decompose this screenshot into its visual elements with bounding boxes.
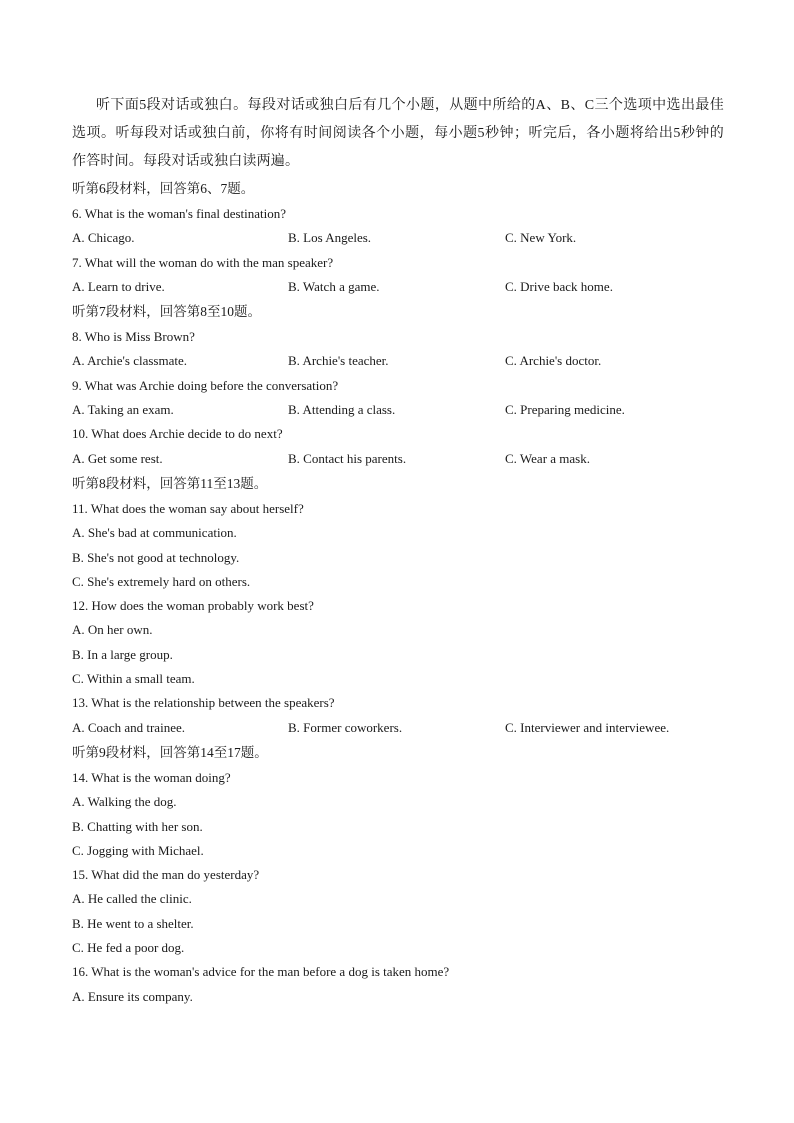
q12-option-b: B. In a large group. (72, 646, 173, 662)
section-header-6: 听第6段材料，回答第6、7题。 (72, 181, 255, 196)
question-16: 16. What is the woman's advice for the man before a dog is taken home? (72, 964, 450, 980)
options-row-10 (72, 447, 724, 471)
question-11: 11. What does the woman say about herself? (72, 500, 304, 516)
options-row-6 (72, 226, 724, 250)
question-6: 6. What is the woman's final destination? (72, 206, 287, 221)
q11-option-c: C. She's extremely hard on others. (72, 573, 251, 589)
q6-option-b: B. Los Angeles. (288, 230, 372, 246)
exam-page (72, 92, 724, 1009)
q7-option-a: A. Learn to drive. (72, 278, 165, 294)
q11-option-a: A. She's bad at communication. (72, 525, 237, 541)
q14-option-c: C. Jogging with Michael. (72, 842, 204, 858)
q9-option-b: B. Attending a class. (288, 402, 396, 418)
q9-option-a: A. Taking an exam. (72, 402, 174, 418)
q10-option-b: B. Contact his parents. (288, 450, 407, 466)
q12-option-a: A. On her own. (72, 622, 153, 638)
question-13: 13. What is the relationship between the speakers? (72, 695, 335, 711)
q13-option-b: B. Former coworkers. (288, 719, 403, 735)
q8-option-c: C. Archie's doctor. (505, 353, 602, 369)
q9-option-c: C. Preparing medicine. (505, 402, 625, 418)
q10-option-c: C. Wear a mask. (505, 450, 590, 466)
options-row-9 (72, 398, 724, 422)
question-14: 14. What is the woman doing? (72, 769, 231, 785)
q15-option-b: B. He went to a shelter. (72, 915, 194, 931)
q16-option-a: A. Ensure its company. (72, 988, 193, 1004)
q14-option-a: A. Walking the dog. (72, 794, 177, 810)
section-header-8: 听第8段材料，回答第11至13题。 (72, 475, 268, 491)
q13-option-a: A. Coach and trainee. (72, 719, 185, 735)
question-7: 7. What will the woman do with the man speaker? (72, 254, 334, 270)
question-12: 12. How does the woman probably work best? (72, 598, 314, 614)
options-row-7 (72, 275, 724, 299)
q7-option-c: C. Drive back home. (505, 278, 613, 294)
q6-option-c: C. New York. (505, 230, 577, 246)
question-10: 10. What does Archie decide to do next? (72, 426, 283, 442)
question-9: 9. What was Archie doing before the conversation? (72, 377, 339, 393)
q11-option-b: B. She's not good at technology. (72, 549, 240, 565)
q15-option-c: C. He fed a poor dog. (72, 940, 185, 956)
options-row-13 (72, 716, 724, 740)
q10-option-a: A. Get some rest. (72, 450, 163, 466)
q8-option-b: B. Archie's teacher. (288, 353, 389, 369)
q15-option-a: A. He called the clinic. (72, 891, 192, 907)
section-header-7: 听第7段材料，回答第8至10题。 (72, 304, 261, 320)
q6-option-a: A. Chicago. (72, 230, 135, 246)
q13-option-c: C. Interviewer and interviewee. (505, 719, 670, 735)
question-8: 8. Who is Miss Brown? (72, 329, 195, 345)
q8-option-a: A. Archie's classmate. (72, 353, 187, 369)
instructions-paragraph: 听下面5段对话或独白。每段对话或独白后有几个小题，从题中所给的A、B、C三个选项中选出最佳选项。听每段对话或独白前，你将有时间阅读各个小题，每小题5秒钟；听完后，各小题将给出5秒钟的作答时间。每段对话或独白读两遍。 (72, 98, 724, 169)
q7-option-b: B. Watch a game. (288, 278, 380, 294)
section-header-9: 听第9段材料，回答第14至17题。 (72, 744, 268, 760)
question-15: 15. What did the man do yesterday? (72, 867, 260, 883)
q14-option-b: B. Chatting with her son. (72, 818, 203, 834)
options-row-8 (72, 349, 724, 373)
q12-option-c: C. Within a small team. (72, 671, 195, 687)
